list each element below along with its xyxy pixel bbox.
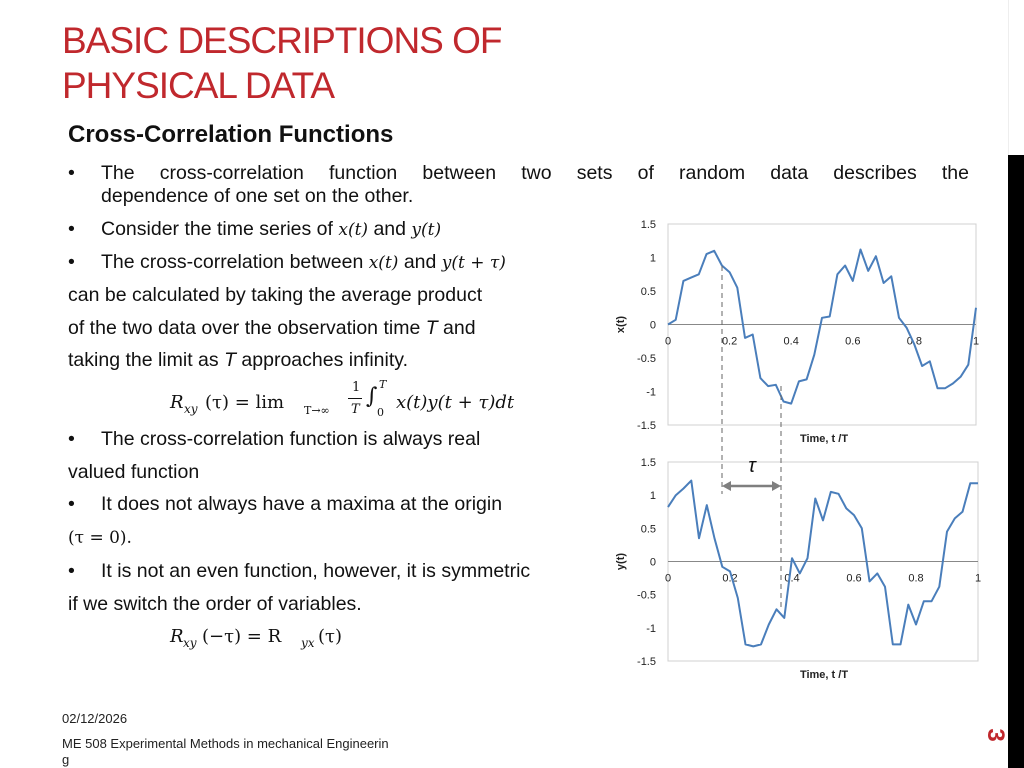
text-run: and: [368, 218, 412, 240]
slide-title-line: BASIC DESCRIPTIONS OF: [62, 20, 502, 61]
y-tick-label: 1.5: [640, 457, 656, 469]
y-tick-label: -1.5: [637, 656, 656, 668]
tau-arrow-head-right: [772, 481, 781, 491]
y-tick-label: -1.5: [637, 420, 656, 432]
x-tick-label: 0.2: [722, 572, 738, 585]
chart-x-of-t: [615, 219, 979, 445]
charts-figure: [600, 210, 1020, 690]
eq-subscript: yx: [301, 636, 315, 650]
x-tick-label: 1: [972, 335, 980, 348]
slide-title-line: PHYSICAL DATA: [62, 65, 335, 106]
bullet-text: The cross-correlation function between two sets of random data describes the: [101, 162, 969, 184]
paragraph-line: [68, 349, 408, 372]
bullet-text: [101, 218, 441, 241]
y-axis-label: x(t): [615, 315, 627, 334]
tau-label: τ: [748, 455, 756, 477]
eq-integrand: x(t)y(t + τ)dt: [396, 392, 515, 413]
eq-term: (−τ) = R: [202, 626, 282, 647]
bullet-marker: •: [68, 560, 75, 582]
eq-term: (τ): [318, 626, 343, 647]
y-tick-label: -1: [646, 386, 656, 399]
bullet-text-continued: valued function: [68, 461, 200, 483]
math-tau-equals-zero: (τ = 0).: [68, 528, 132, 548]
y-tick-label: 0: [649, 556, 656, 569]
math-y-of-t-plus-tau: y(t + τ): [441, 253, 506, 273]
section-heading: Cross-Correlation Functions: [68, 121, 394, 148]
paragraph-line: [68, 317, 476, 340]
bullet-marker: •: [68, 162, 75, 184]
text-run: and: [398, 251, 442, 273]
tau-annotation: [722, 266, 781, 610]
chart-y-of-t: [615, 457, 981, 681]
tau-arrow-head-left: [722, 481, 731, 491]
text-run: The cross-correlation between: [101, 251, 369, 273]
side-accent-top: [1008, 0, 1024, 155]
x-tick-label: 0.6: [846, 572, 862, 585]
eq-subscript: xy: [184, 402, 198, 416]
eq-fraction-numerator: 1: [352, 380, 361, 395]
text-run: Consider the time series of: [101, 218, 339, 240]
eq-integral-sign: ∫: [366, 384, 378, 409]
x-axis-label: Time, t /T: [799, 669, 849, 681]
bullet-marker: •: [68, 218, 75, 240]
bullet-marker: •: [68, 493, 75, 515]
y-tick-label: -0.5: [637, 589, 656, 602]
footer-date: 02/12/2026: [62, 711, 128, 726]
y-tick-label: 1: [649, 490, 656, 503]
series-line: [668, 250, 976, 404]
math-x-of-t: x(t): [368, 253, 399, 273]
x-tick-label: 0.4: [784, 572, 800, 585]
bullet-text-continued: if we switch the order of variables.: [68, 593, 362, 615]
eq-subscript: xy: [183, 636, 197, 650]
y-tick-label: -1: [646, 622, 656, 635]
bullet-text: It is not an even function, however, it is symmetric: [101, 560, 531, 582]
y-tick-label: 1.5: [640, 219, 656, 231]
eq-fraction-bar: [348, 398, 362, 399]
eq-integral-lower: 0: [377, 406, 384, 419]
x-tick-label: 0: [664, 572, 672, 585]
x-tick-label: 0.6: [845, 335, 861, 348]
eq-subscript: T→∞: [304, 404, 330, 417]
y-tick-label: 1: [649, 252, 656, 265]
eq-integral-upper: T: [379, 378, 387, 391]
eq-symbol: R: [170, 626, 184, 647]
footer-course-continued: g: [62, 752, 70, 767]
paragraph-line: can be calculated by taking the average product: [68, 284, 483, 306]
text-run: approaches infinity.: [236, 349, 408, 371]
x-tick-label: 1: [974, 572, 982, 585]
y-tick-label: 0.5: [640, 523, 656, 536]
slide-title: [62, 18, 582, 108]
math-x-of-t: x(t): [338, 220, 369, 240]
series-line: [668, 481, 978, 647]
y-tick-label: -0.5: [637, 353, 656, 365]
bullet-marker: •: [68, 428, 75, 450]
text-run-italic: T: [224, 349, 236, 371]
text-run: taking the limit as: [68, 349, 225, 371]
bullet-text: The cross-correlation function is always real: [101, 428, 481, 450]
bullet-marker: •: [68, 251, 75, 273]
x-axis-label: Time, t /T: [799, 433, 849, 445]
y-tick-label: 0.5: [640, 286, 656, 298]
x-tick-label: 0.8: [908, 572, 924, 585]
eq-term: (τ) = lim: [205, 392, 285, 413]
math-y-of-t: y(t): [411, 220, 442, 240]
x-tick-label: 0.2: [721, 335, 738, 348]
y-axis-label: y(t): [615, 552, 627, 571]
page-number: 3: [982, 728, 1009, 742]
text-run-italic: T: [425, 317, 438, 339]
bullet-text: [101, 251, 506, 274]
x-tick-label: 0.4: [783, 335, 799, 348]
text-run: of the two data over the observation time: [68, 317, 426, 339]
eq-fraction-denominator: T: [351, 402, 360, 417]
text-run: and: [437, 317, 476, 339]
bullet-text-continued: dependence of one set on the other.: [101, 185, 414, 207]
y-tick-label: 0: [649, 319, 656, 332]
eq-symbol: R: [170, 392, 184, 413]
footer-course: ME 508 Experimental Methods in mechanical Engineerin: [62, 736, 389, 751]
x-tick-label: 0: [664, 335, 672, 348]
bullet-text: It does not always have a maxima at the origin: [101, 493, 503, 515]
x-tick-label: 0.8: [906, 335, 923, 348]
